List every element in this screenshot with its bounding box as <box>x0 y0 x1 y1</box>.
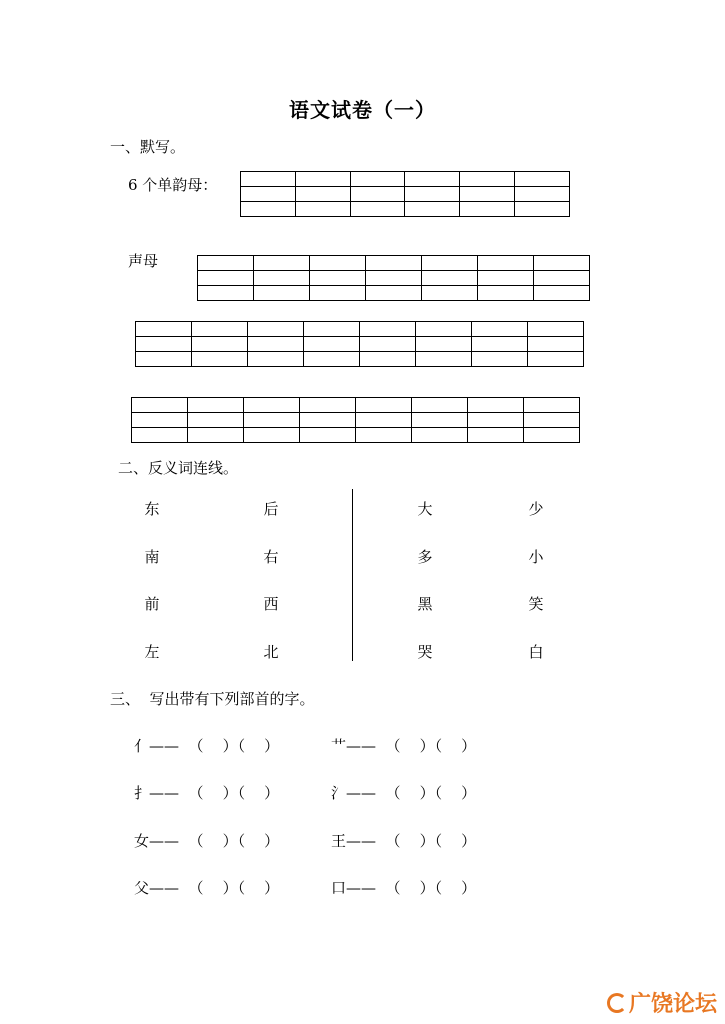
antonym-word[interactable]: 笑 <box>528 595 544 613</box>
antonym-word[interactable]: 东 <box>144 500 160 518</box>
radical-row-right[interactable]: 口—— （ ）（ ） <box>331 879 477 897</box>
antonym-word[interactable]: 多 <box>417 548 433 566</box>
radical-row-left[interactable]: 扌—— （ ）（ ） <box>134 784 280 802</box>
radical-row-right[interactable]: 氵—— （ ）（ ） <box>331 784 477 802</box>
antonym-word[interactable]: 少 <box>528 500 544 518</box>
logo-icon <box>607 993 627 1013</box>
antonym-word[interactable]: 黑 <box>417 595 433 613</box>
radical-row-right[interactable]: 艹—— （ ）（ ） <box>331 737 477 755</box>
vowels-writing-grid[interactable] <box>240 171 570 217</box>
antonym-word[interactable]: 左 <box>144 643 160 661</box>
vowels-label: 6 个单韵母： <box>128 176 218 194</box>
antonym-word[interactable]: 西 <box>263 595 279 613</box>
antonym-word[interactable]: 南 <box>144 548 160 566</box>
antonym-word[interactable]: 白 <box>528 643 544 661</box>
initials-writing-grid-1[interactable] <box>197 255 590 301</box>
watermark-text: 广饶论坛 <box>628 992 717 1017</box>
initials-writing-grid-2[interactable] <box>135 321 584 367</box>
radical-row-left[interactable]: 女—— （ ）（ ） <box>134 832 280 850</box>
initials-writing-grid-3[interactable] <box>131 397 580 443</box>
radical-row-left[interactable]: 亻—— （ ）（ ） <box>134 737 280 755</box>
antonym-word[interactable]: 北 <box>263 643 279 661</box>
initials-label: 声母 <box>128 252 159 270</box>
antonym-word[interactable]: 哭 <box>417 643 433 661</box>
section2-heading: 二、反义词连线。 <box>118 459 239 477</box>
watermark-logo <box>607 987 717 1018</box>
radical-row-right[interactable]: 王—— （ ）（ ） <box>331 832 477 850</box>
antonym-word[interactable]: 小 <box>528 548 544 566</box>
radical-row-left[interactable]: 父—— （ ）（ ） <box>134 879 280 897</box>
page-title: 语文试卷（一） <box>289 98 436 122</box>
section1-heading: 一、默写。 <box>110 138 186 156</box>
antonym-word[interactable]: 大 <box>417 500 433 518</box>
antonym-word[interactable]: 后 <box>263 500 279 518</box>
antonym-word[interactable]: 前 <box>144 595 160 613</box>
column-divider <box>352 489 353 661</box>
antonym-word[interactable]: 右 <box>263 548 279 566</box>
section3-heading: 三、 写出带有下列部首的字。 <box>110 690 315 708</box>
